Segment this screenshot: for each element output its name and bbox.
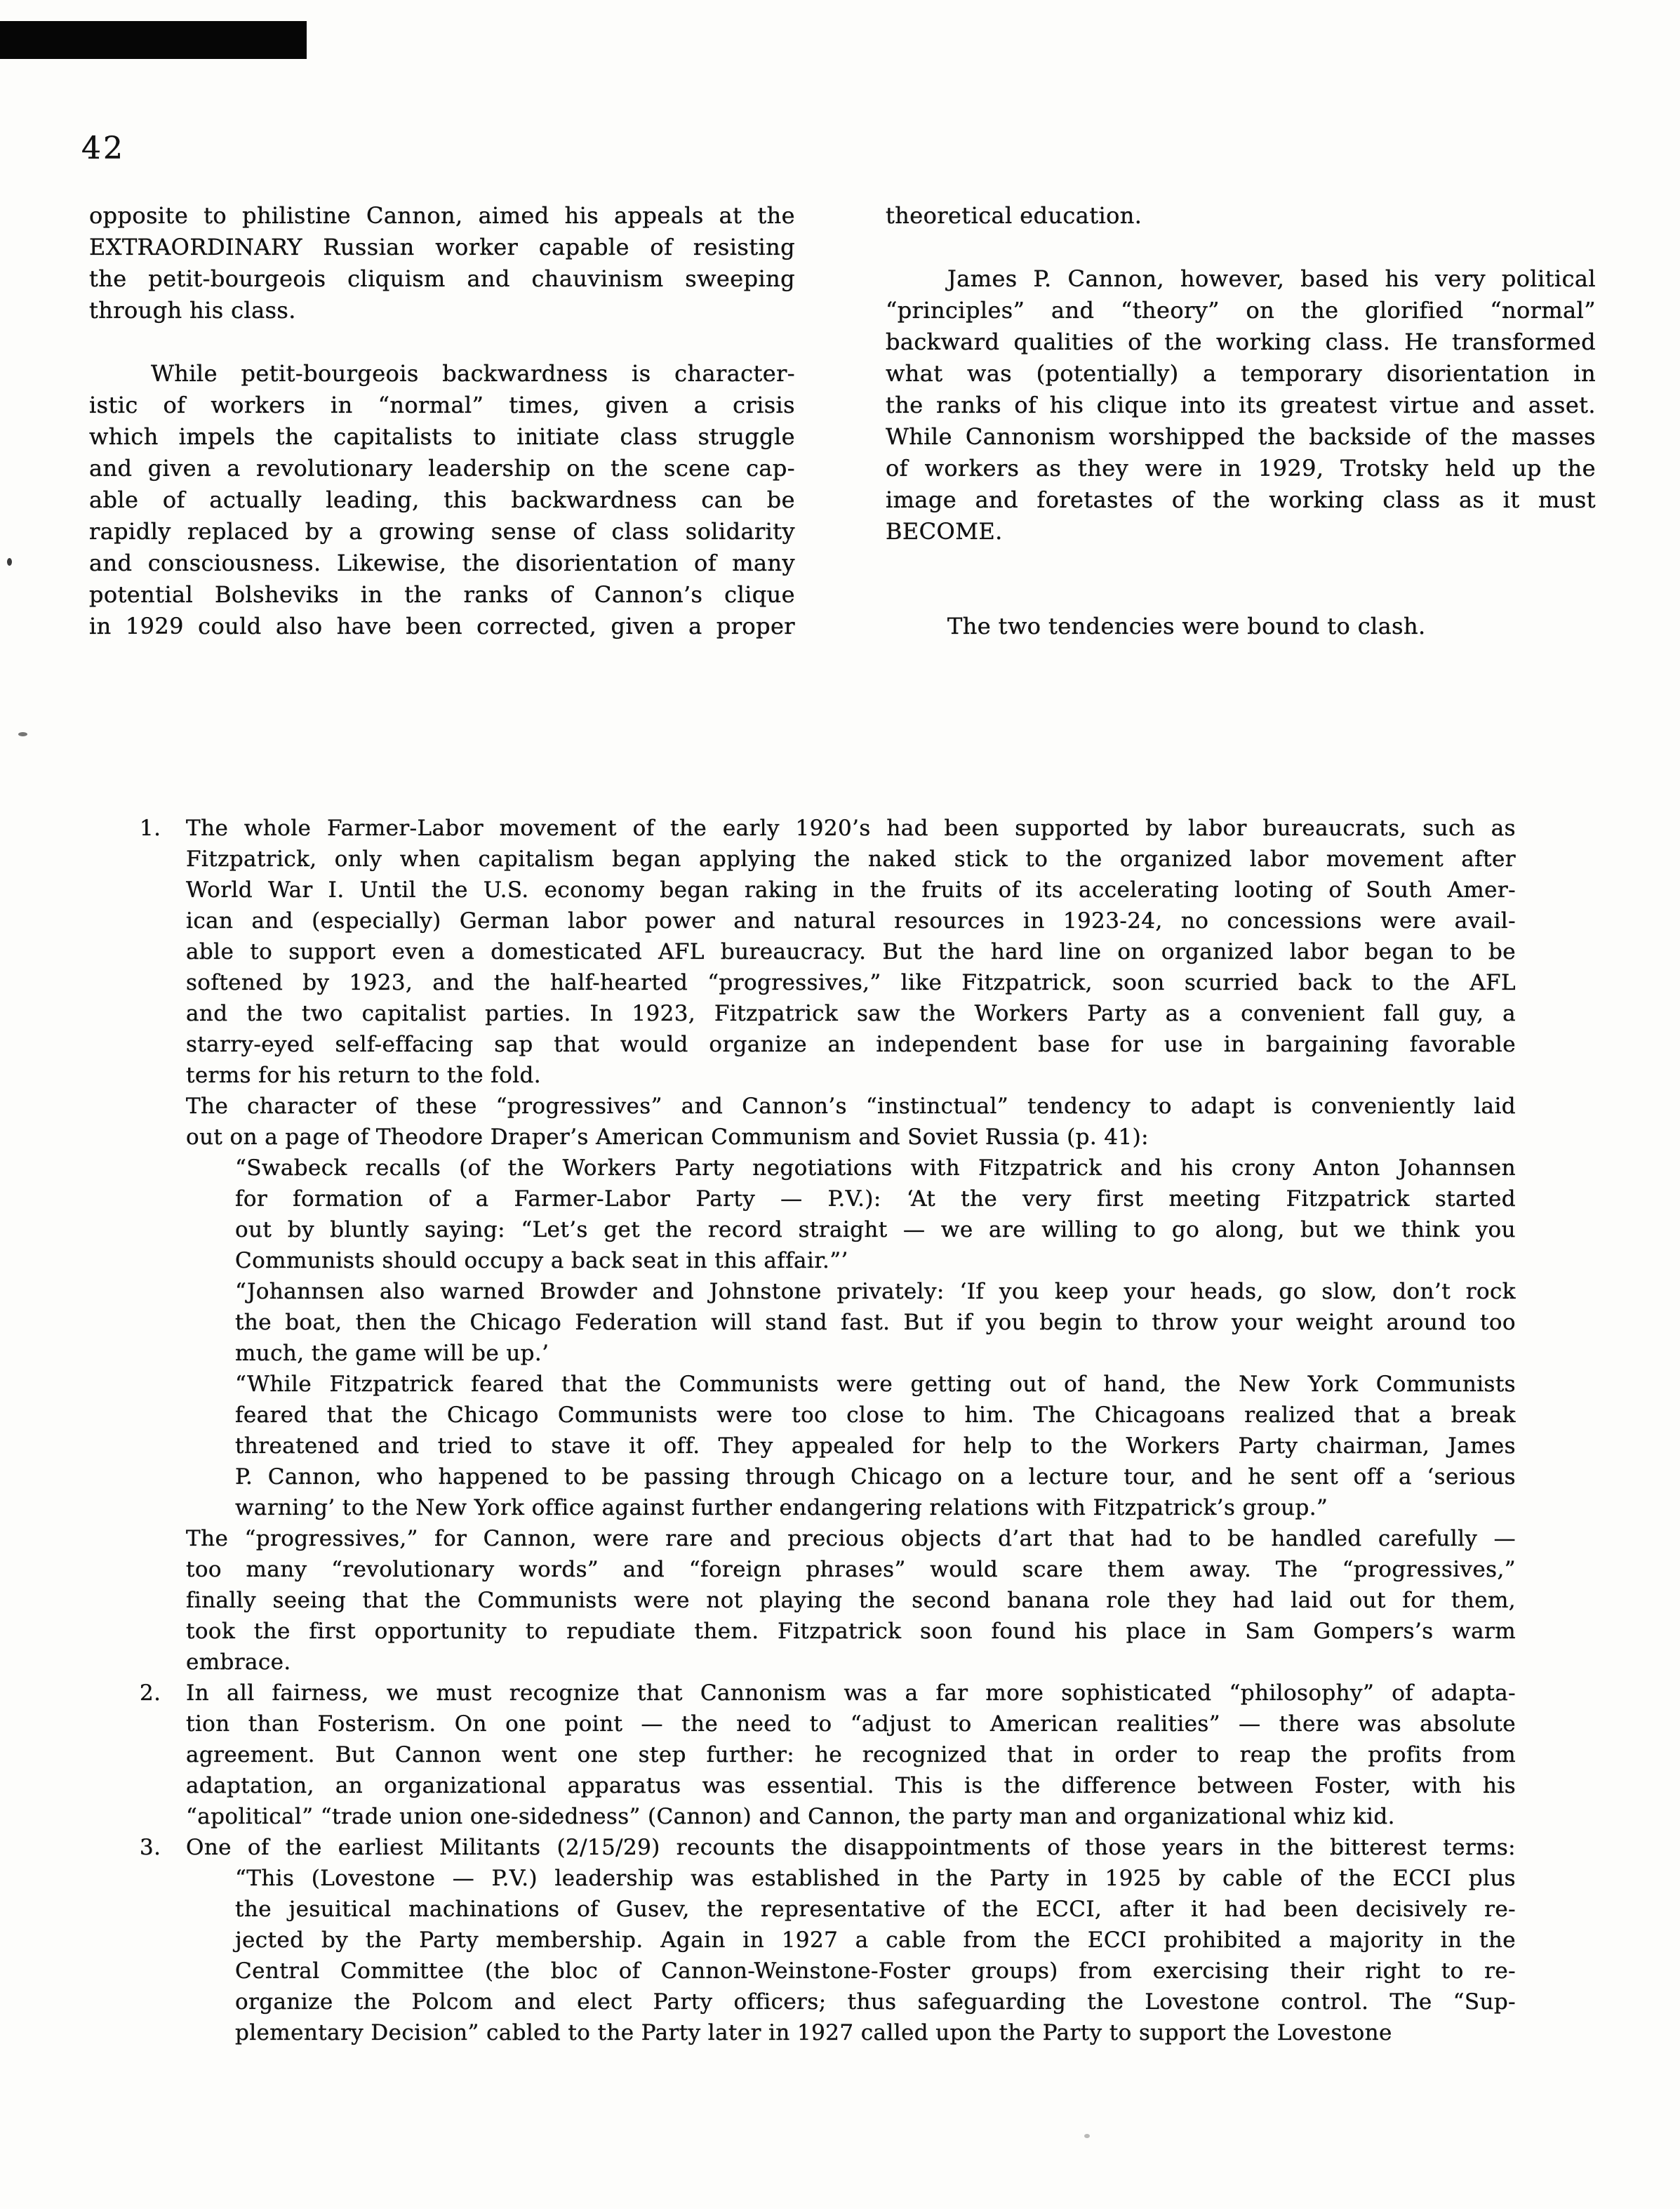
text-line: in 1929 could also have been corrected, given a proper (89, 613, 795, 639)
footnotes-section (140, 813, 1516, 2048)
text-line: “principles” and “theory” on the glorified “normal” (886, 297, 1596, 324)
text-line: the ranks of his clique into its greatest virtue and asset. (886, 392, 1596, 418)
page-number: 42 (81, 131, 125, 166)
paragraph-gap (886, 232, 1596, 263)
paragraph (886, 263, 1596, 548)
text-line: feared that the Chicago Communists were too close to him. The Chicagoans realized that a break (235, 1402, 1516, 1428)
footnote-quote-block (235, 1863, 1516, 2048)
text-line: In all fairness, we must recognize that Cannonism was a far more sophisticated “philosophy” of adapta- (186, 1680, 1516, 1706)
text-line: ican and (especially) German labor power and natural resources in 1923-24, no concessions were avail- (186, 908, 1516, 934)
footnote-block (186, 1832, 1516, 1863)
text-line: warning’ to the New York office against further endangering relations with Fitzpatrick’s group.” (235, 1495, 1328, 1520)
scan-speck (18, 732, 27, 736)
text-line: image and foretastes of the working class as it must (886, 486, 1596, 513)
text-line: BECOME. (886, 518, 1003, 545)
text-line: the boat, then the Chicago Federation will stand fast. But if you begin to throw your weight around too (235, 1310, 1516, 1335)
text-line: threatened and tried to stave it off. They appealed for help to the Workers Party chairman, James (235, 1433, 1516, 1459)
text-line: theoretical education. (886, 202, 1142, 229)
text-line: able to support even a domesticated AFL bureaucracy. But the hard line on organized labor began to be (186, 939, 1516, 964)
text-line: the jesuitical machinations of Gusev, the representative of the ECCI, after it had been decisively re- (235, 1897, 1516, 1922)
text-line: and given a revolutionary leadership on the scene cap- (89, 455, 795, 482)
text-line: what was (potentially) a temporary disorientation in (886, 360, 1596, 387)
text-line: “apolitical” “trade union one-sidedness” (Cannon) and Cannon, the party man and organizational whiz kid. (186, 1804, 1395, 1829)
text-line: rapidly replaced by a growing sense of class solidarity (89, 518, 795, 545)
footnote-number: 3. (140, 1835, 161, 1860)
paragraph (89, 200, 795, 326)
text-line: backward qualities of the working class. He transformed (886, 329, 1596, 355)
footnote-2 (140, 1678, 1516, 1832)
text-line: While petit-bourgeois backwardness is character- (151, 360, 795, 387)
text-line: James P. Cannon, however, based his very political (947, 265, 1596, 292)
text-line: out by bluntly saying: “Let’s get the record straight — we are willing to go along, but we think you (235, 1217, 1516, 1242)
footnote-number: 2. (140, 1680, 161, 1706)
paragraph-gap (89, 326, 795, 358)
text-line: The two tendencies were bound to clash. (947, 613, 1426, 639)
text-line: and consciousness. Likewise, the disorientation of many (89, 550, 795, 576)
text-line: terms for his return to the fold. (186, 1063, 542, 1088)
text-line: World War I. Until the U.S. economy began raking in the fruits of its accelerating looting of South Amer- (186, 877, 1516, 903)
footnote-block (186, 1523, 1516, 1678)
text-line: potential Bolsheviks in the ranks of Cannon’s clique (89, 581, 795, 608)
text-line: istic of workers in “normal” times, given a crisis (89, 392, 795, 418)
text-line: While Cannonism worshipped the backside of the masses (886, 423, 1596, 450)
footnote-quote-block (235, 1153, 1516, 1523)
text-line: One of the earliest Militants (2/15/29) recounts the disappointments of those years in the bitterest terms: (186, 1835, 1516, 1860)
footnote-number: 1. (140, 816, 161, 841)
text-line: jected by the Party membership. Again in 1927 a cable from the ECCI prohibited a majority in the (235, 1928, 1516, 1953)
right-column (886, 200, 1596, 642)
text-line: able of actually leading, this backwardness can be (89, 486, 795, 513)
scan-speck (1084, 2134, 1090, 2138)
text-line: too many “revolutionary words” and “foreign phrases” would scare them away. The “progressives,” (186, 1557, 1516, 1582)
text-line: softened by 1923, and the half-hearted “progressives,” like Fitzpatrick, soon scurried back to the AFL (186, 970, 1516, 995)
scan-speck (7, 558, 12, 566)
text-line: which impels the capitalists to initiate class struggle (89, 423, 795, 450)
paragraph (89, 358, 795, 642)
text-line: agreement. But Cannon went one step further: he recognized that in order to reap the profits from (186, 1742, 1516, 1767)
footnote-1 (140, 813, 1516, 1678)
text-line: “Johannsen also warned Browder and Johnstone privately: ‘If you keep your heads, go slow, don’t rock (235, 1279, 1516, 1304)
text-line: “Swabeck recalls (of the Workers Party negotiations with Fitzpatrick and his crony Anton Johannsen (235, 1155, 1516, 1181)
text-line: through his class. (89, 297, 296, 324)
text-line: and the two capitalist parties. In 1923, Fitzpatrick saw the Workers Party as a convenient fall guy, a (186, 1001, 1516, 1026)
text-line: P. Cannon, who happened to be passing through Chicago on a lecture tour, and he sent off a ‘serious (235, 1464, 1516, 1490)
text-line: opposite to philistine Cannon, aimed his appeals at the (89, 202, 795, 229)
text-line: Communists should occupy a back seat in this affair.”’ (235, 1248, 848, 1273)
text-line: “While Fitzpatrick feared that the Communists were getting out of hand, the New York Communists (235, 1372, 1516, 1397)
text-line: plementary Decision” cabled to the Party later in 1927 called upon the Party to support the Lovestone (235, 2020, 1392, 2045)
paragraph (886, 200, 1596, 232)
scan-artifact-bar (0, 21, 307, 59)
text-line: The character of these “progressives” and Cannon’s “instinctual” tendency to adapt is conveniently laid (186, 1094, 1516, 1119)
left-column (89, 200, 795, 642)
text-line: Central Committee (the bloc of Cannon-Weinstone-Foster groups) from exercising their right to re- (235, 1958, 1516, 1984)
text-line: organize the Polcom and elect Party officers; thus safeguarding the Lovestone control. The “Sup- (235, 1989, 1516, 2015)
text-line: tion than Fosterism. On one point — the need to “adjust to American realities” — there was absolute (186, 1711, 1516, 1737)
text-line: of workers as they were in 1929, Trotsky held up the (886, 455, 1596, 482)
text-line: The “progressives,” for Cannon, were rare and precious objects d’art that had to be handled carefully — (186, 1526, 1516, 1551)
footnote-block (186, 813, 1516, 1153)
text-line: Fitzpatrick, only when capitalism began applying the naked stick to the organized labor movement after (186, 847, 1516, 872)
text-line: took the first opportunity to repudiate them. Fitzpatrick soon found his place in Sam Gompers’s warm (186, 1619, 1516, 1644)
footnote-block (186, 1678, 1516, 1832)
text-line: out on a page of Theodore Draper’s American Communism and Soviet Russia (p. 41): (186, 1125, 1149, 1150)
footnote-3 (140, 1832, 1516, 2048)
text-line: EXTRAORDINARY Russian worker capable of resisting (89, 234, 795, 260)
text-line: for formation of a Farmer-Labor Party — P.V.): ‘At the very first meeting Fitzpatrick started (235, 1186, 1516, 1212)
paragraph (886, 611, 1596, 642)
text-line: much, the game will be up.’ (235, 1341, 549, 1366)
text-line: adaptation, an organizational apparatus was essential. This is the difference between Foster, with his (186, 1773, 1516, 1798)
text-line: finally seeing that the Communists were not playing the second banana role they had laid out for them, (186, 1588, 1516, 1613)
text-line: embrace. (186, 1650, 291, 1675)
text-line: the petit-bourgeois cliquism and chauvinism sweeping (89, 265, 795, 292)
text-line: starry-eyed self-effacing sap that would organize an independent base for use in bargaining favorable (186, 1032, 1516, 1057)
paragraph-gap (886, 548, 1596, 611)
text-line: “This (Lovestone — P.V.) leadership was established in the Party in 1925 by cable of the ECCI plus (235, 1866, 1516, 1891)
text-line: The whole Farmer-Labor movement of the early 1920’s had been supported by labor bureaucrats, such as (186, 816, 1516, 841)
